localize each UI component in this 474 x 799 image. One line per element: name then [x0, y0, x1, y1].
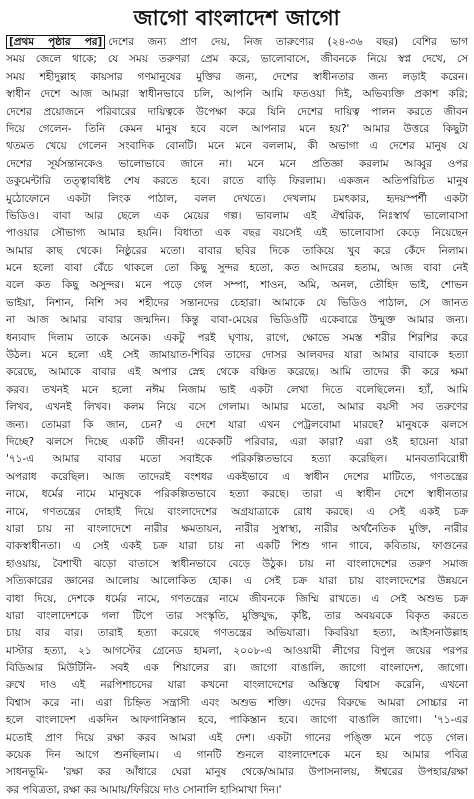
article-line: সময় শহীদুল্লাহ কায়সার গণমানুষের মুক্তির জন্য, দেশের স্বাধীনতার জন্য লড়াই করেন।: [6, 70, 468, 83]
article-line: ধন্যবাদ দিলাম তাকে অনেক। একটু পরই ঘৃণায়, রাগে, ক্ষোভে সমস্ত শরীর শিরশির করে: [6, 331, 468, 344]
article-line: হলে বাংলাদেশ একদিন আফগানিস্তান হবে, পাকিস্তান হবে। জাগো বাঙালি জাগো। '৭১-এর: [6, 714, 468, 727]
article-line: দেশের জন্য প্রাণ দেয়, নিজ তারুণ্যের (২৪-৩৬ বছর) বেশির ভাগ: [108, 36, 468, 48]
article-line: দেশের সূর্যসন্তানকেও ভালোভাবে জানে না। মনে মনে প্রতিজ্ঞা করলাম আব্বুর ওপর: [6, 157, 468, 170]
article-line: যারা বাংলাদেশকে গলা টিপে তার সংস্কৃতি, মুক্তিযুদ্ধ, কৃষ্টি, তার অবয়বকে বিকৃত করতে: [6, 609, 468, 622]
article-line: মাস্টার হত্যা, ২১ আগস্টের গ্রেনেড হামলা, ২০০৮-এ আওয়ামী লীগের বিপুল জয়ের পরপর: [6, 644, 468, 657]
article-line: কর পবিত্রতা, রক্ষা কর আমায়/ফিরিয়ে দাও সোনালি হাসিমাখা দিন।': [6, 783, 282, 796]
article-line: বিডিআর মিউটিনি- সবই এক শিয়ালের রা। জাগো বাঙালি, জাগো বাংলাদেশ, জাগো।: [6, 662, 468, 675]
article-line: সাধনভূমি- 'রক্ষা কর আঁধারে ঘেরা মানুষ থেকে/আমার উপাসনালয়, ঈশ্বরের উপহার/রক্ষা: [6, 766, 468, 779]
article-line: নামে, ধর্মের নামে মানুষকে পরিকল্পিতভাবে হত্যা করছে। তারা এ স্বাধীন দেশে স্বাধীনতার: [6, 488, 468, 501]
article-line: বাধা দিয়ে, দেশকে ধর্মের নামে, গণতন্ত্রের নামে জীবনকে জিম্মি রাখতে। এ সেই অশুভ চক্র: [6, 592, 468, 605]
article-line: ডকুমেন্টারি তত্ত্বাবধিষ্ট শেষ করতে হবে। রাতে বাড়ি ফিরলাম। একজন অতিপরিচিত মানুষ: [6, 175, 468, 188]
article-line: বাকস্বাধীনতা। এ সেই একই চক্র যারা চায় না একটি শিশু গান গাবে, কবিতায়, ফাগুনের: [6, 540, 468, 553]
article-headline: জাগো বাংলাদেশ জাগো: [133, 6, 341, 30]
article-line: বিশ্বাস করে না। এরা চিহ্নিত সন্ত্রাসী এবং অশুভ শক্তি। এদের বিরুদ্ধে আমরা সোচ্চার না: [6, 696, 468, 709]
article-line: সত্যিকারের জ্ঞানের আলোয় আলোকিত হোক। এ সেই চক্র যারা চায় বাংলাদেশের উন্নয়নে: [6, 575, 468, 588]
article-line: যারা চায় না বাংলাদেশে নারীর ক্ষমতায়ন, নারীর সুস্বাস্থ্য, নারীর অর্থনৈতিক মুক্তি, নারীর: [6, 522, 468, 535]
continued-tag: [প্রথম পৃষ্ঠার পর]: [6, 35, 105, 49]
article-line: ভাইয়া, নিশান, নিশি সব শহীদের সন্তানদের চেহারা। আমাকে যে ভিডিও পাঠাল, সে জানত: [6, 296, 468, 309]
article-line: কয়েক দিন আগে শুনছিলাম। এ গানটি শুনলে বাংলাদেশকে মনে হয় আমার পবিত্র: [6, 749, 468, 762]
article-line: চায় বার বার। তারাই হত্যা করেছে গণতন্ত্রের অভিযাত্রা। কিবরিয়া হত্যা, আইসনাউল্লাহ: [6, 627, 468, 640]
article-line: অপরাধ করেছিল। আজ তাদেরই বংশধর একইভাবে এ স্বাধীন দেশের মাটিতে, গণতন্ত্রের: [6, 470, 468, 483]
article-line: না আজ আমার বাবার জন্মদিন। কিন্তু বাবা-মেয়ের ভিডিওটি একেবারে উন্মুক্ত আমার জন্য।: [6, 314, 468, 327]
article-line: করেছে, আমাকে বাবার এই অপার স্নেহ থেকে বঞ্চিত করেছে। আমি তাদের কী করে ক্ষমা: [6, 366, 468, 379]
article-line: জন্য। তোমরা কি জান, চেন? এ দেশে যারা এখন পেট্রলবোমা মারছে? মানুষকে ঝলসে: [6, 418, 468, 431]
article-line: লিখব, এখনই লিখব। কলম নিয়ে বসে গেলাম। আমার মতো, আমার বয়সী সব তরুণের: [6, 401, 468, 414]
article-line: সময় জেলে থাকে; যে সময় তরুণরা প্রেম করে, ভালোবাসে, জীবনকে নিয়ে স্বপ্ন দেখে, সে: [6, 53, 468, 66]
article-line: উঠল। মনে হলো এই সেই জামায়াত-শিবির তাদের দোসর আলবদর যারা আমার বাবাকে হত্যা: [6, 349, 468, 362]
article-line: '৭১-এ আমার বাবার মতো সবাইকে পরিকল্পিতভাবে হত্যা করেছিল। মানবতাবিরোধী: [6, 453, 468, 466]
article-line: দিচ্ছে? ঝলসে দিচ্ছে একটি জীবন! একেকটি পরিবার, এরা কারা? এরা ওই হায়েনা যারা: [6, 435, 468, 448]
article-line: করব। তখনই মনে হলো নঈম নিজাম ভাই একটা লেখা দিতে বলেছিলেন। হ্যাঁ, আমি: [6, 383, 468, 396]
article-line: বলে কত কিছু অসুন্দর। মনে পড়ে গেল সম্পা, শাওন, অমি, অনল, তৌহিদ ভাই, শোভন: [6, 279, 468, 292]
article-line: স্বাধীন দেশে আজ আমরা স্বাধীনভাবে চলি, আপনি আমি ফতওয়া দিই, অভিব্যক্তি প্রকাশ করি;: [6, 88, 468, 101]
article-line: নামে, গণতন্ত্রের দোহাই দিয়ে বাংলাদেশের অগ্রযাত্রাকে রোধ করছে। এ সেই একই চক্র: [6, 505, 468, 518]
article-line: মতোই প্রাণ দিয়ে রক্ষা করব আমরা এই দেশ। একটা গানের পঙ্ক্তি মনে পড়ে গেল।: [6, 731, 468, 744]
article-line: মুঠোফোনে একটা লিংক পাঠাল, বলল দেখতে। দেখলাম চমৎকার, হৃদয়স্পর্শী একটা: [6, 192, 468, 205]
article-line: ভিডিও। বাবা আর ছেলে এক মেয়ের গল্প। ভাবলাম এই ঐশ্বরিক, নিঃস্বার্থ ভালোবাসা: [6, 209, 468, 222]
article-line: হাওয়ায়, বৈশাখী ঝড়ো বাতাসে স্বাধীনভাবে বেড়ে উঠুক। চায় না বাংলাদেশের তরুণ সমাজ: [6, 557, 468, 570]
article-first-line: [6, 34, 468, 51]
article-line: আমার কাছ থেকে। নিষ্ঠুরের মতো। বাবার ছবির দিকে তাকিয়ে খুব করে কেঁদে নিলাম।: [6, 244, 468, 257]
article-body: [6, 34, 468, 799]
article-line: পাওয়ার সৌভাগ্য আমার হয়নি। বিধাতা এক বছর বয়সেই এই ভালোবাসা কেড়ে নিয়েছেন: [6, 227, 468, 240]
article-line: থতমত খেয়ে গেলেন সংবাদিক বোনটি। মনে মনে বললাম, কী অভাগা এ দেশের মানুষ যে: [6, 140, 468, 153]
article-line: দিয়ে গেলেন- তিনি কেমন মানুষ হবে বলে আপনার মনে হয়?' আমার উত্তরে কিছুটা: [6, 122, 468, 135]
article-line: রুখে দাও এই নরপিশাচদের যারা কখনো বাংলাদেশের অস্তিত্বে বিশ্বাস করেনি, এখনো: [6, 679, 468, 692]
article-line: দেশের প্রয়োজনে পরিবারের দায়িত্বকে উপেক্ষা করে যিনি দেশের দায়িত্ব পালন করতে জীবন: [6, 105, 468, 118]
article-line: মনে হলো বাবা বেঁচে থাকলে তো কিছু সুন্দর হতো, কত আদরের হতাম, আজ বাবা নেই: [6, 262, 468, 275]
